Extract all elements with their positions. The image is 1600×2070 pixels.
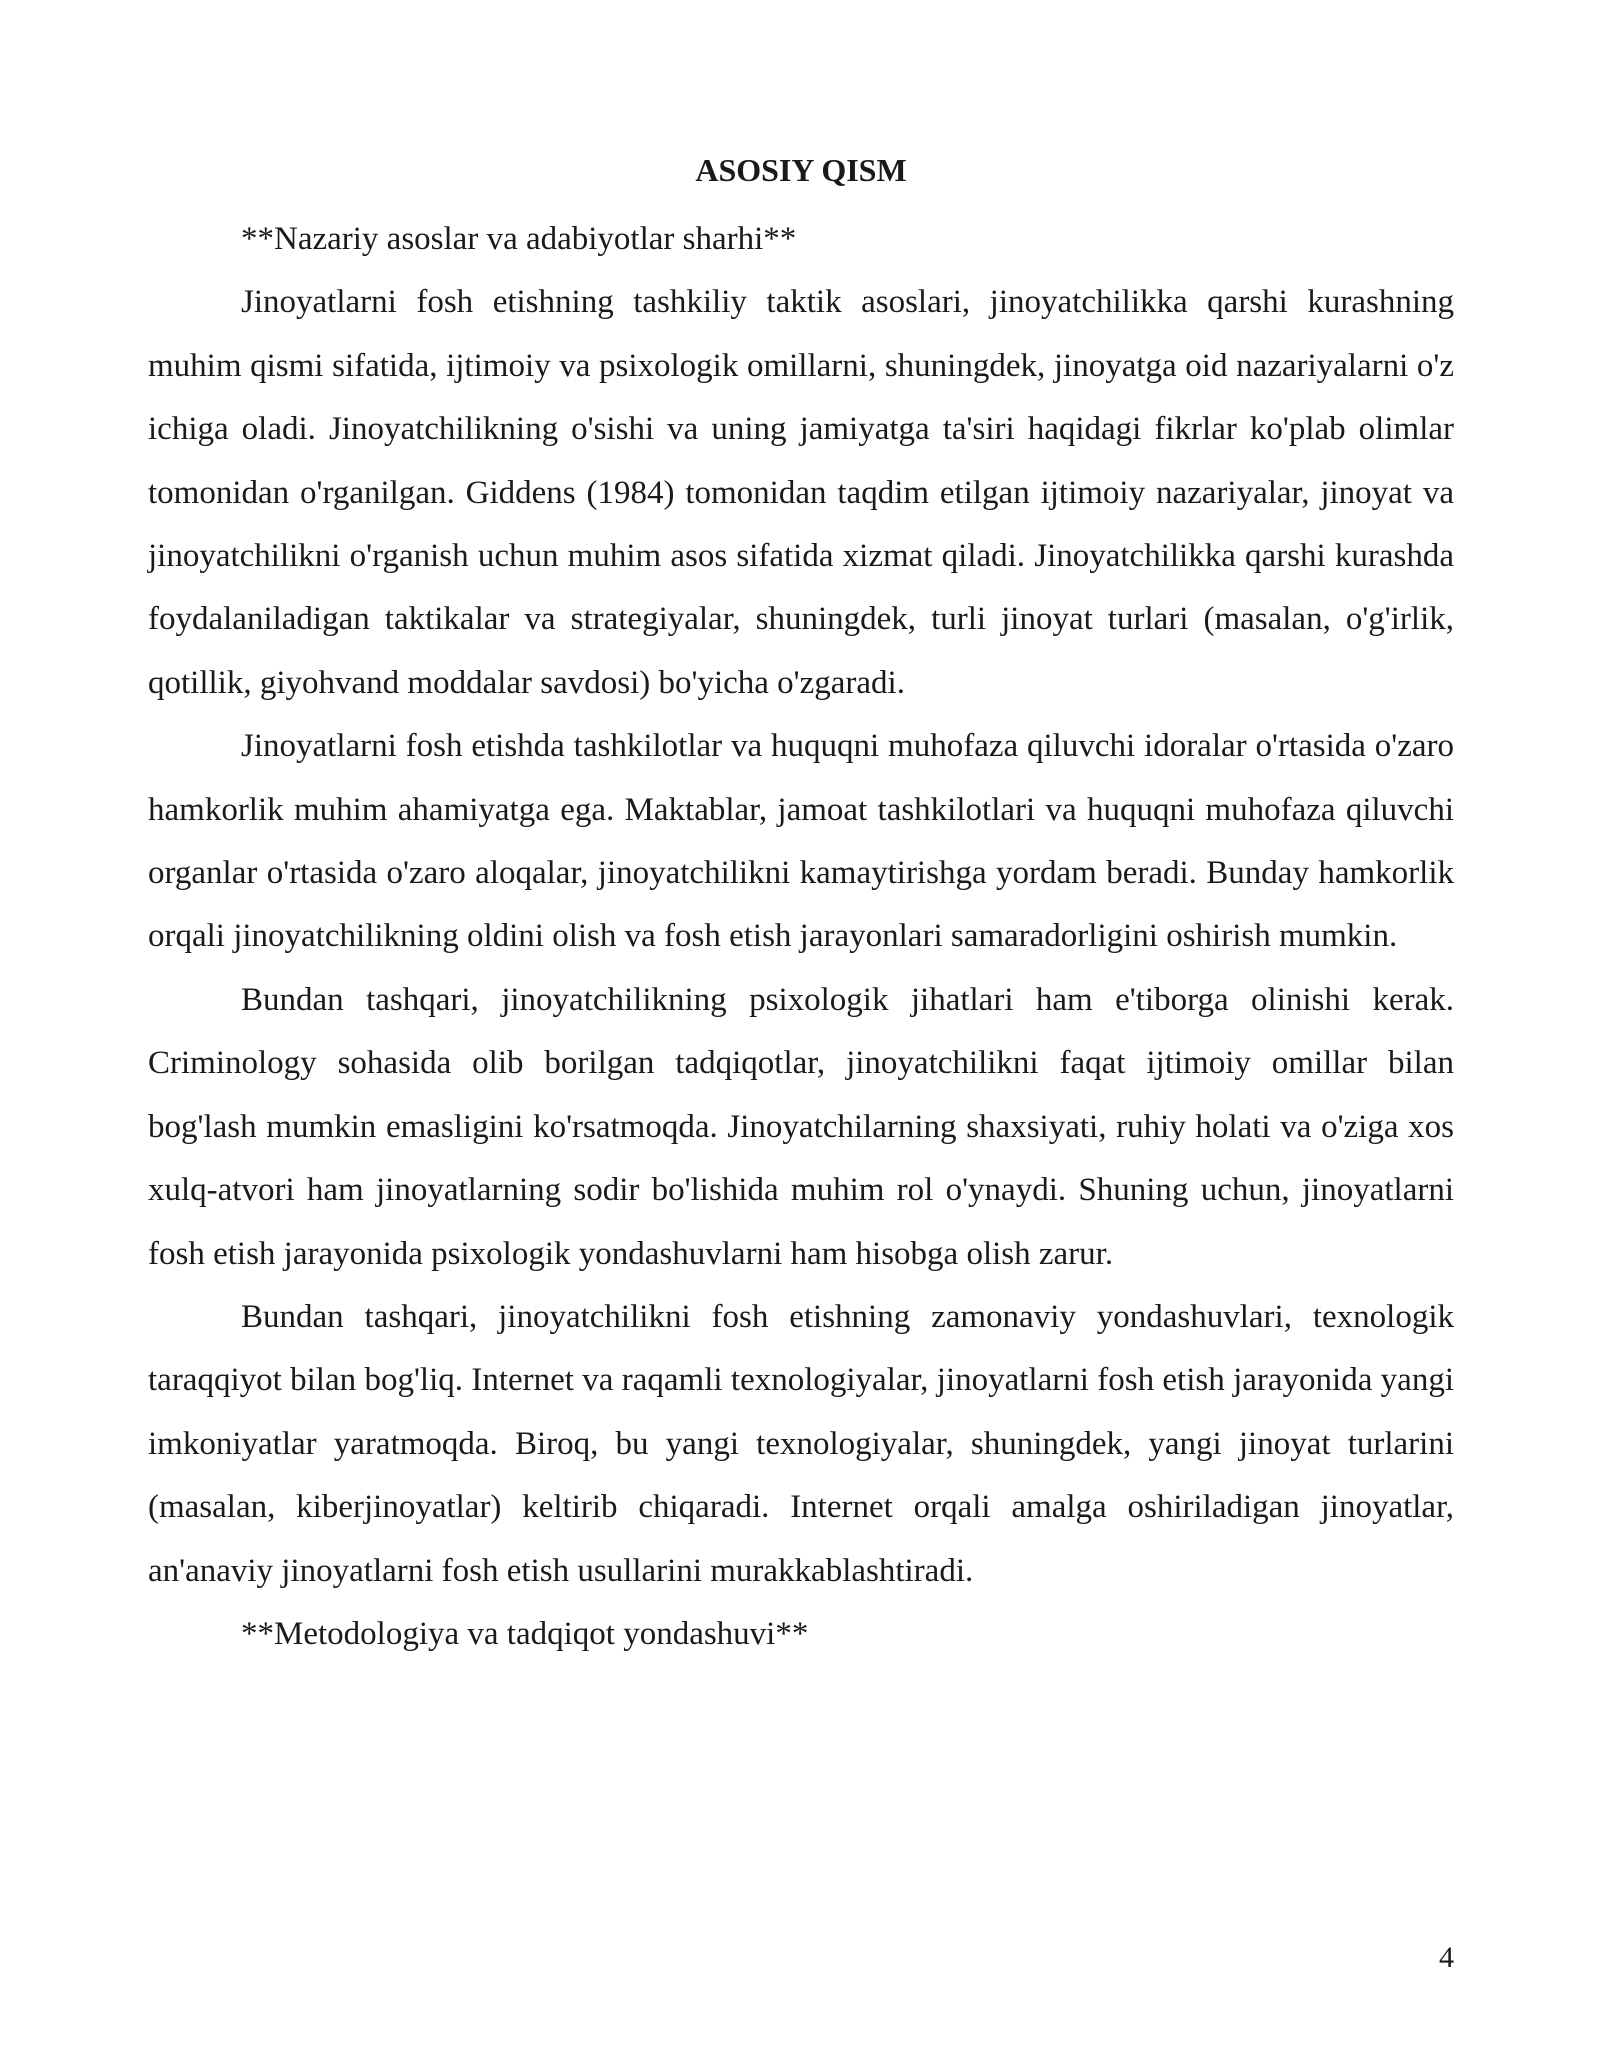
section-heading-methodology: **Metodologiya va tadqiqot yondashuvi** xyxy=(241,1615,809,1652)
section-heading-theory: **Nazariy asoslar va adabiyotlar sharhi** xyxy=(241,221,797,257)
paragraph-1: Jinoyatlarni fosh etishning tashkiliy taktik asoslari, jinoyatchilikka qarshi kurashning muhim qismi sifatida, ijtimoiy va psixologik omillarni, shuningdek, jinoyatga oid nazariyalarni o'z ichiga oladi. Jinoyatchilikning o'sishi va uning jamiyatga ta'siri haqidagi fikrlar ko'plab olimlar tomonidan o'rganilgan. Giddens (1984) tomonidan taqdim etilgan ijtimoiy nazariyalar, jinoyat va jinoyatchilikni o'rganish uchun muhim asos sifatida xizmat qiladi. Jinoyatchilikka qarshi kurashda foydalaniladigan taktikalar va strategiyalar, shuningdek, turli jinoyat turlari (masalan, o'g'irlik, qotillik, giyohvand moddalar savdosi) bo'yicha o'zgaradi. xyxy=(148,284,1454,701)
document-page xyxy=(148,146,1454,1666)
paragraph-3: Bundan tashqari, jinoyatchilikning psixologik jihatlari ham e'tiborga olinishi kerak. Criminology sohasida olib borilgan tadqiqotlar, jinoyatchilikni faqat ijtimoiy omillar bilan bog'lash mumkin emasligini ko'rsatmoqda. Jinoyatchilarning shaxsiyati, ruhiy holati va o'ziga xos xulq-atvori ham jinoyatlarning sodir bo'lishida muhim rol o'ynaydi. Shuning uchun, jinoyatlarni fosh etish jarayonida psixologik yondashuvlarni ham hisobga olish zarur. xyxy=(148,981,1454,1272)
paragraph-2: Jinoyatlarni fosh etishda tashkilotlar va huquqni muhofaza qiluvchi idoralar o'rtasida o'zaro hamkorlik muhim ahamiyatga ega. Maktablar, jamoat tashkilotlari va huquqni muhofaza qiluvchi organlar o'rtasida o'zaro aloqalar, jinoyatchilikni kamaytirishga yordam beradi. Bunday hamkorlik orqali jinoyatchilikning oldini olish va fosh etish jarayonlari samaradorligini oshirish mumkin. xyxy=(148,728,1454,955)
page-number: 4 xyxy=(1439,1941,1454,1974)
paragraph-4: Bundan tashqari, jinoyatchilikni fosh etishning zamonaviy yondashuvlari, texnologik taraqqiyot bilan bog'liq. Internet va raqamli texnologiyalar, jinoyatlarni fosh etish jarayonida yangi imkoniyatlar yaratmoqda. Biroq, bu yangi texnologiyalar, shuningdek, yangi jinoyat turlarini (masalan, kiberjinoyatlar) keltirib chiqaradi. Internet orqali amalga oshiriladigan jinoyatlar, an'anaviy jinoyatlarni fosh etish usullarini murakkablashtiradi. xyxy=(148,1298,1454,1589)
page-title: ASOSIY QISM xyxy=(695,152,907,188)
